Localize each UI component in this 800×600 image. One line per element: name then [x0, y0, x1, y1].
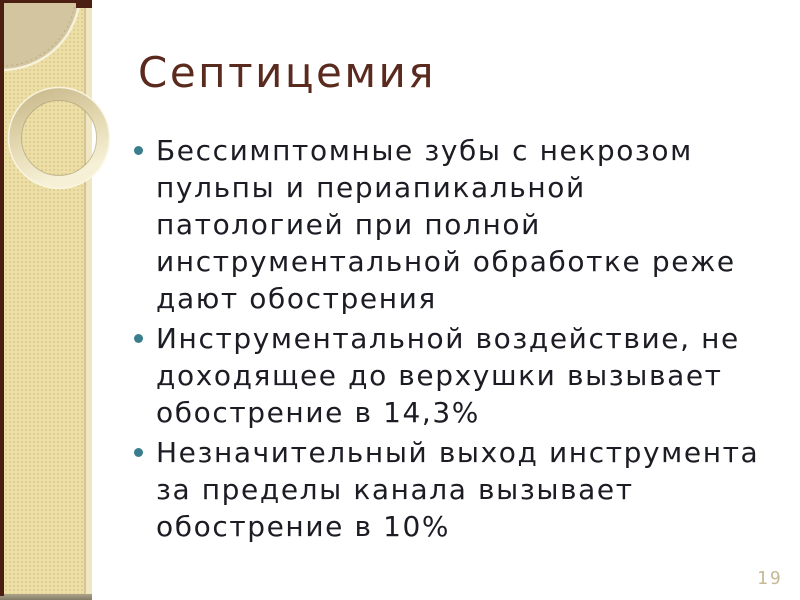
- bullet-item: [134, 434, 794, 545]
- bullet-text: [156, 434, 794, 545]
- bullet-line: обострение в 14,3%: [156, 396, 481, 429]
- bullet-line: за пределы канала вызывает: [156, 473, 634, 506]
- bullet-line: Незначительный выход инструмента: [156, 436, 760, 469]
- sidebar-decoration: [0, 0, 92, 600]
- left-accent-bar: [0, 0, 4, 596]
- bullet-line: доходящее до верхушки вызывает: [156, 359, 723, 392]
- bullet-line: Инструментальной воздействие, не: [156, 322, 740, 355]
- slide-title: Септицемия: [138, 48, 437, 97]
- bullet-text: [156, 320, 794, 431]
- top-accent-tab: [76, 0, 92, 8]
- bullet-line: дают обострения: [156, 282, 437, 315]
- bullet-line: обострение в 10%: [156, 510, 451, 543]
- bullet-line: патологией при полной: [156, 208, 541, 241]
- sidebar-bottom-edge: [0, 594, 92, 600]
- bullet-item: [134, 132, 794, 317]
- bullet-dot-icon: [134, 146, 143, 155]
- sidebar-edge: [84, 0, 92, 600]
- bullet-line: инструментальной обработке реже: [156, 245, 736, 278]
- page-number: 19: [757, 568, 783, 589]
- bullet-list: [134, 132, 794, 545]
- bullet-dot-icon: [134, 448, 143, 457]
- bullet-line: пульпы и периапикальной: [156, 171, 586, 204]
- bullet-dot-icon: [134, 334, 143, 343]
- bullet-item: [134, 320, 794, 431]
- bullet-line: Бессимптомные зубы с некрозом: [156, 134, 693, 167]
- corner-circle-icon: [0, 0, 92, 140]
- bullet-text: [156, 132, 794, 317]
